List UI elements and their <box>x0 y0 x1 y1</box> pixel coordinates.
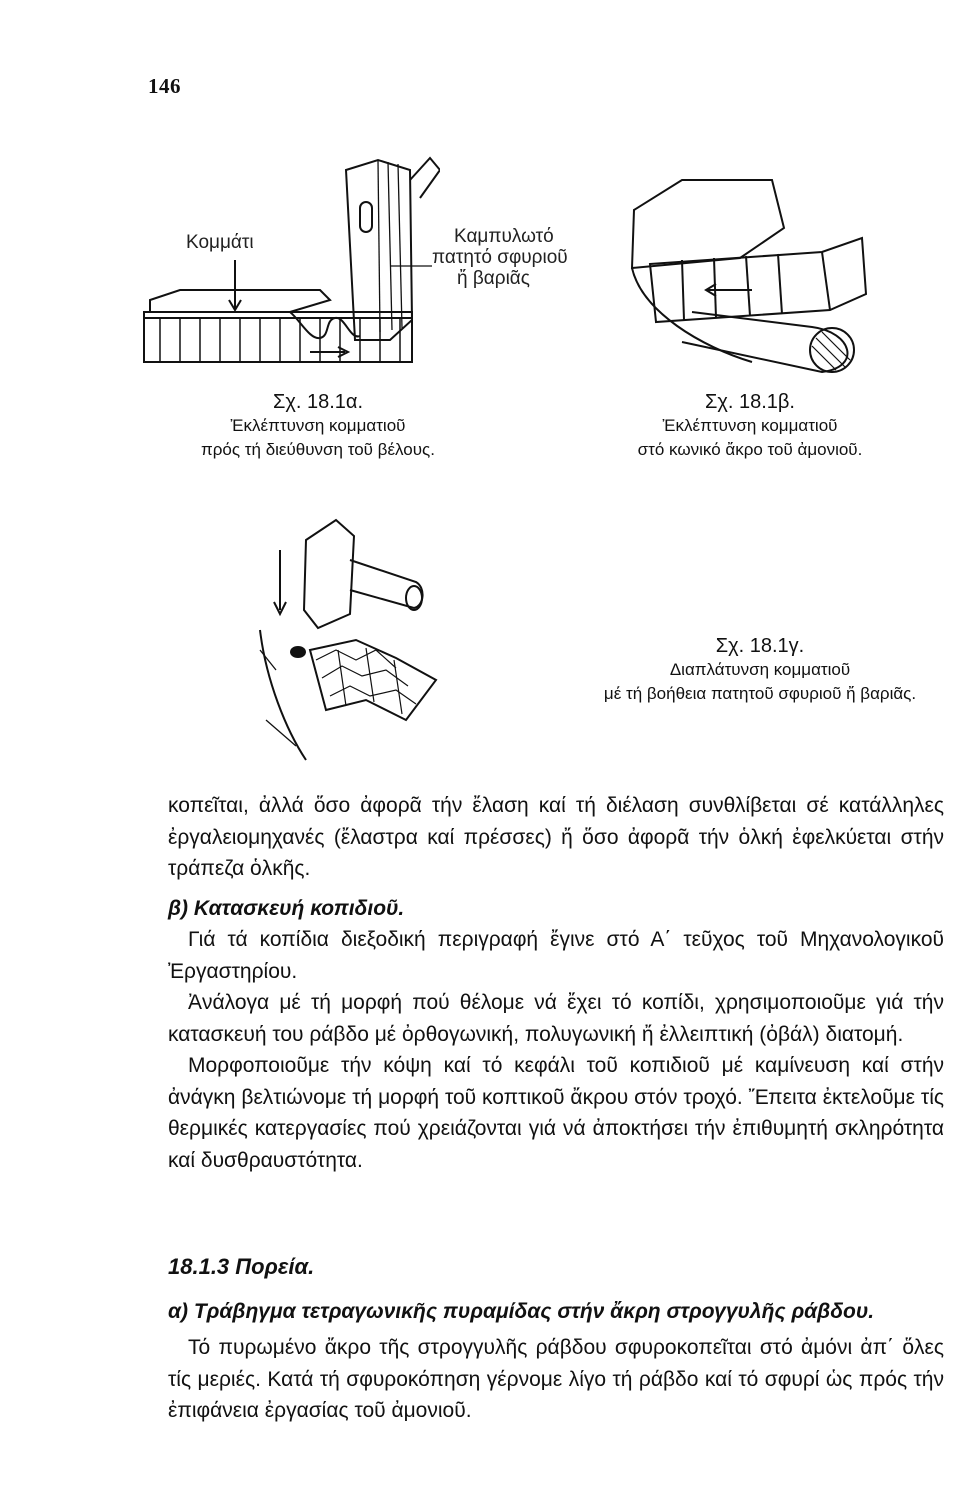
section-heading-procedure: 18.1.3 Πορεία. <box>168 1254 315 1279</box>
paragraph-5: Τό πυρωμένο ἄκρο τῆς στρογγυλῆς ράβδου σφυροκοπεῖται στό ἀμόνι ἀπ΄ ὅλες τίς μεριές. Κατά τή σφυροκόπηση γέρνομε λίγο τή ράβδο καί τό σφυρί ὡς πρός τήν ἐπιφάνεια ἐργασίας τοῦ ἀμονιοῦ. <box>168 1336 944 1422</box>
caption-18-1c-line-2: μέ τή βοήθεια πατητοῦ σφυριοῦ ἤ βαριᾶς. <box>603 684 917 703</box>
caption-18-1a <box>148 390 488 462</box>
body-text-block-2 <box>168 1332 944 1427</box>
figure-18-1a <box>140 140 440 380</box>
label-curved-hammer-line-3: ἤ βαριᾶς <box>457 268 530 289</box>
label-curved-hammer-line-2: πατητό σφυριοῦ <box>432 247 568 268</box>
label-piece: Κομμάτι <box>186 232 254 253</box>
paragraph-3: Ἀνάλογα μέ τή μορφή πού θέλομε νά ἔχει τό κοπίδι, χρησιμοποιοῦμε γιά τήν κατασκευή του ράβδο μέ ὀρθογωνική, πολυγωνική ἤ ἐλλειπτική (ὀβάλ) διατομή. <box>168 991 944 1046</box>
caption-18-1b-line-1: Ἐκλέπτυνση κομματιοῦ <box>662 416 838 435</box>
figure-18-1c <box>246 510 446 770</box>
figure-18-1b <box>622 172 872 382</box>
caption-18-1c <box>560 634 960 706</box>
heading-chisel-construction: β) Κατασκευή κοπιδιοῦ. <box>168 896 405 920</box>
body-text-block-1 <box>168 790 944 1176</box>
paragraph-4: Μορφοποιοῦμε τήν κόψη καί τό κεφάλι τοῦ κοπιδιοῦ μέ καμίνευση καί στήν ἀνάγκη βελτιώνομε τή μορφή τοῦ κοπτικοῦ ἄκρου στόν τροχό. Ἔπειτα ἐκτελοῦμε τίς θερμικές κατεργασίες πού χρειάζονται γιά νά ἀποκτήσει τήν ἐπιθυμητή σκληρότητα καί δυσθραυστότητα. <box>168 1054 944 1172</box>
subheading-square-pyramid: α) Τράβηγμα τετραγωνικῆς πυραμίδας στήν ἄκρη στρογγυλῆς ράβδου. <box>168 1300 875 1323</box>
paragraph-1: κοπεῖται, ἀλλά ὅσο ἀφορᾶ τήν ἔλαση καί τή διέλαση συνθλίβεται σέ κατάλληλες ἐργαλειομηχανές (ἔλαστρα καί πρέσσες) ἤ ὅσο ἀφορᾶ τήν ὁλκή ἐφελκύεται στήν τράπεζα ὁλκῆς. <box>168 794 944 880</box>
figure-18-1c-drawing <box>246 510 446 770</box>
caption-18-1a-line-2: πρός τή διεύθυνση τοῦ βέλους. <box>201 440 435 459</box>
caption-18-1c-line-1: Διαπλάτυνση κομματιοῦ <box>669 660 851 679</box>
page-number: 146 <box>148 74 181 98</box>
figure-18-1a-drawing <box>140 140 440 380</box>
caption-18-1b-line-2: στό κωνικό ἄκρο τοῦ ἀμονιοῦ. <box>637 440 863 459</box>
caption-18-1a-line-1: Ἐκλέπτυνση κομματιοῦ <box>230 416 406 435</box>
label-curved-hammer-line-1: Καμπυλωτό <box>454 226 554 247</box>
caption-18-1b <box>590 390 910 462</box>
caption-18-1b-number: Σχ. 18.1β. <box>705 391 795 413</box>
caption-18-1c-number: Σχ. 18.1γ. <box>715 635 805 657</box>
paragraph-2: Γιά τά κοπίδια διεξοδική περιγραφή ἔγινε στό Α΄ τεῦχος τοῦ Μηχανολογικοῦ Ἐργαστηρίου. <box>168 928 944 983</box>
caption-18-1a-number: Σχ. 18.1α. <box>272 391 364 413</box>
figure-18-1b-drawing <box>622 172 872 382</box>
